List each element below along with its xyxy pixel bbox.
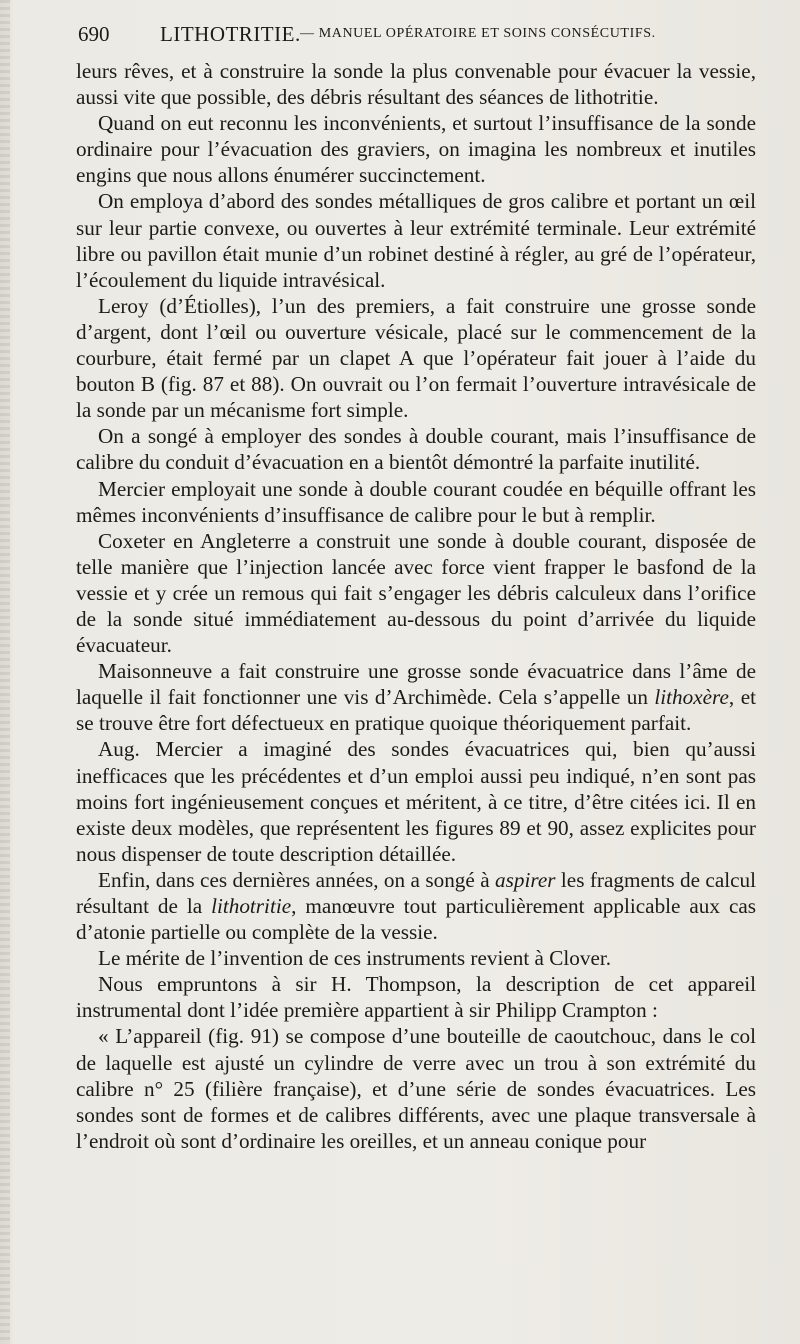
paragraph: Mercier employait une sonde à double courant coudée en béquille offrant les mêmes inconvénients d’insuffisance de calibre pour le but à remplir. xyxy=(76,476,756,527)
paragraph: Enfin, dans ces dernières années, on a songé à aspirer les fragments de calcul résultant de la lithotritie, manœuvre tout particulièrement applicable aux cas d’atonie partielle ou complète de la vessie. xyxy=(76,867,756,945)
paragraph: Nous empruntons à sir H. Thompson, la description de cet appareil instrumental dont l’idée première appartient à sir Philipp Crampton : xyxy=(76,972,756,1023)
paragraph: On a songé à employer des sondes à double courant, mais l’insuffisance de calibre du conduit d’évacuation en a bientôt démontré la parfaite inutilité. xyxy=(76,424,756,475)
paragraph: On employa d’abord des sondes métalliques de gros calibre et portant un œil sur leur partie convexe, ou ouvertes à leur extrémité terminale. Leur extrémité libre ou pavillon était munie d’un robinet destiné à régler, au gré de l’opérateur, l’écoulement du liquide intravésical. xyxy=(76,189,756,292)
paragraph: Maisonneuve a fait construire une grosse sonde évacuatrice dans l’âme de laquelle il fait fonctionner une vis d’Archimède. Cela s’appelle un lithoxère, et se trouve être fort défectueux en pratique quoique théoriquement parfait. xyxy=(76,659,756,736)
paragraph: Coxeter en Angleterre a construit une sonde à double courant, disposée de telle manière que l’injection lancée avec force vient frapper le basfond de la vessie et y crée un remous qui fait s’engager les débris calculeux dans l’orifice de la sonde situé immédiatement au-dessous du point d’arrivée du liquide évacuateur. xyxy=(76,528,756,658)
paragraph: Le mérite de l’invention de ces instruments revient à Clover. xyxy=(98,946,612,971)
page-binding-edge xyxy=(0,0,10,1344)
paragraph: « L’appareil (fig. 91) se compose d’une bouteille de caoutchouc, dans le col de laquelle est ajusté un cylindre de verre avec un trou à son extrémité du calibre n° 25 (filière française), et d’une série de sondes évacuatrices. Les sondes sont de formes et de calibres différents, avec une plaque transversale à l’endroit où sont d’ordinaire les oreilles, et un anneau conique pour xyxy=(76,1024,756,1153)
paragraph: Aug. Mercier a imaginé des sondes évacuatrices qui, bien qu’aussi inefficaces que les précédentes et d’un emploi aussi peu indiqué, n’en sont pas moins fort ingénieusement conçues et méritent, à ce titre, d’être citées ici. Il en existe deux modèles, que représentent les figures 89 et 90, assez explicites pour nous dispenser de toute description détaillée. xyxy=(76,737,756,866)
page-number: 690 xyxy=(78,22,110,46)
paragraph: leurs rêves, et à construire la sonde la plus convenable pour évacuer la vessie, aussi vite que possible, des débris résultant des séances de lithotritie. xyxy=(76,59,756,110)
paragraph: Leroy (d’Étiolles), l’un des premiers, a fait construire une grosse sonde d’argent, dont l’œil ou ouverture vésicale, placé sur le commencement de la courbure, était fermé par un clapet A que l’opérateur fait jouer à l’aide du bouton B (fig. 87 et 88). On ouvrait ou l’on fermait l’ouverture intravésicale de la sonde par un mécanisme fort simple. xyxy=(76,293,756,423)
paragraph: Quand on eut reconnu les inconvénients, et surtout l’insuffisance de la sonde ordinaire pour l’évacuation des graviers, on imagina les nombreux et inutiles engins que nous allons énumérer succinctement. xyxy=(76,111,756,188)
running-subtitle: — MANUEL OPÉRATOIRE ET SOINS CONSÉCUTIFS. xyxy=(300,26,656,41)
running-header xyxy=(78,20,758,50)
body-text xyxy=(76,58,756,1154)
running-title: LITHOTRITIE. xyxy=(160,22,301,46)
